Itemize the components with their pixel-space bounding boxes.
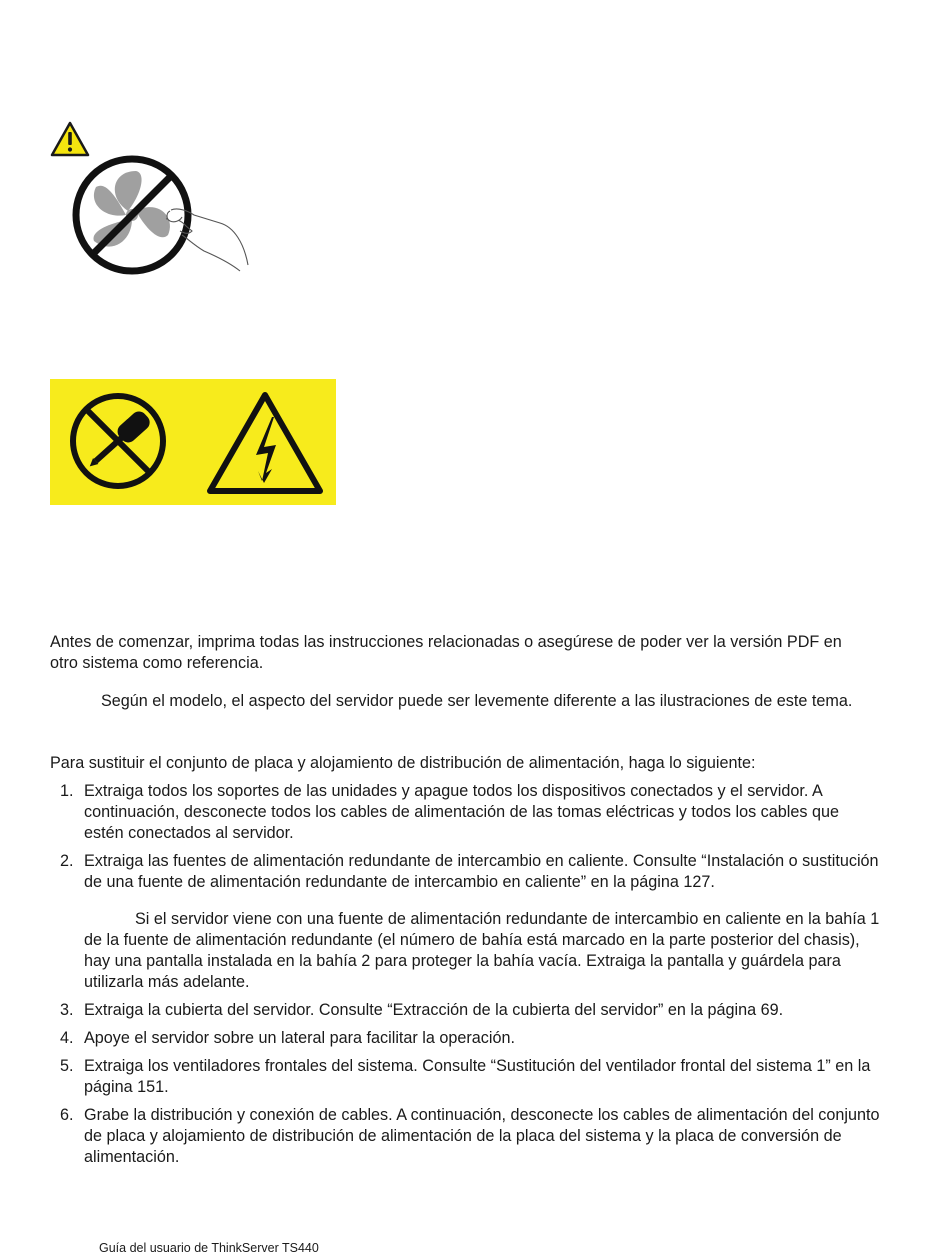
no-fan-contact-icon: [70, 153, 252, 275]
step-text: Extraiga las fuentes de alimentación redundante de intercambio en caliente. Consulte “Instalación o sustitución de una fuente de alimentación redundante de intercambio en caliente” en la página 127.: [84, 852, 879, 891]
step-text: Apoye el servidor sobre un lateral para facilitar la operación.: [84, 1029, 516, 1047]
step-note: Si el servidor viene con una fuente de alimentación redundante de intercambio en caliente en la bahía 1 de la fuente de alimentación redundante (el número de bahía está marcado en la parte posterior del chasis), hay una pantalla instalada en la bahía 2 para proteger la bahía vacía. Extraiga la pantalla y guárdela para utilizarla más adelante.: [84, 910, 880, 991]
step-number: 2.: [60, 852, 74, 870]
step-item: [50, 1000, 880, 1021]
step-item: [50, 1028, 880, 1049]
procedure-lead-in: Para sustituir el conjunto de placa y alojamiento de distribución de alimentación, haga lo siguiente:: [50, 754, 756, 772]
model-note: Según el modelo, el aspecto del servidor puede ser levemente diferente a las ilustraciones de este tema.: [101, 692, 853, 710]
step-number: 6.: [60, 1106, 74, 1124]
step-item: [50, 1105, 880, 1168]
step-number: 5.: [60, 1057, 74, 1075]
hazard-label: [50, 379, 336, 505]
step-item: [50, 781, 880, 844]
high-voltage-icon: [202, 387, 328, 499]
step-item: [50, 851, 880, 993]
step-text: Grabe la distribución y conexión de cables. A continuación, desconecte los cables de alimentación del conjunto de placa y alojamiento de distribución de alimentación de la placa del sistema y la placa de conversión de alimentación.: [84, 1106, 880, 1166]
procedure-steps: [50, 781, 880, 1175]
step-item: [50, 1056, 880, 1098]
step-text: Extraiga la cubierta del servidor. Consulte “Extracción de la cubierta del servidor” en la página 69.: [84, 1001, 784, 1019]
step-number: 4.: [60, 1029, 74, 1047]
step-number: 1.: [60, 782, 74, 800]
step-text: Extraiga todos los soportes de las unidades y apague todos los dispositivos conectados y el servidor. A continuación, desconecte todos los cables de alimentación de las tomas eléctricas y todos los cables que estén conectados al servidor.: [84, 782, 839, 842]
step-number: 3.: [60, 1001, 74, 1019]
caution-triangle-icon: [50, 121, 90, 157]
intro-paragraph: Antes de comenzar, imprima todas las instrucciones relacionadas o asegúrese de poder ver la versión PDF en otro sistema como referencia.: [50, 633, 842, 672]
page-footer: Guía del usuario de ThinkServer TS440: [99, 1241, 319, 1255]
step-text: Extraiga los ventiladores frontales del sistema. Consulte “Sustitución del ventilador frontal del sistema 1” en la página 151.: [84, 1057, 871, 1096]
no-screwdriver-icon: [64, 387, 174, 497]
